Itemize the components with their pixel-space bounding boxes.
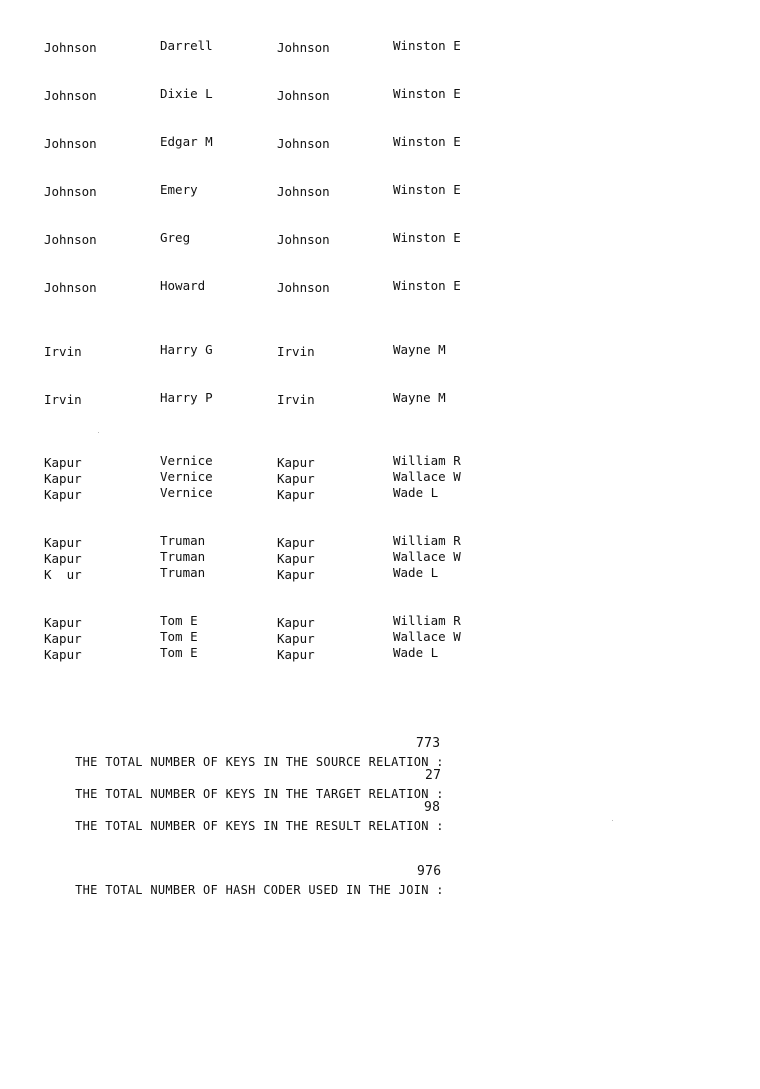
- match-surname-text: Irvin: [277, 344, 315, 359]
- given-name-text: Truman: [160, 549, 206, 564]
- match-given-name-text: Winston E: [393, 278, 461, 293]
- match-given-name-cell: [393, 647, 438, 663]
- match-surname-cell: [277, 392, 315, 408]
- match-given-name-cell: [393, 344, 446, 360]
- surname-cell: [44, 232, 97, 248]
- hash-coder-label: THE TOTAL NUMBER OF HASH CODER USED IN THE JOIN :: [75, 883, 444, 897]
- match-given-name-cell: [393, 136, 461, 152]
- result-keys-label: THE TOTAL NUMBER OF KEYS IN THE RESULT RELATION :: [75, 819, 444, 833]
- given-name-cell: [160, 136, 213, 152]
- given-name-text: Emery: [160, 182, 198, 197]
- match-given-name-text: Wade L: [393, 485, 439, 500]
- surname-cell: [44, 471, 82, 487]
- table-row: [0, 392, 760, 408]
- match-given-name-cell: [393, 40, 461, 56]
- match-surname-cell: [277, 631, 315, 647]
- match-surname-cell: [277, 487, 315, 503]
- given-name-cell: [160, 647, 198, 663]
- surname-cell: [44, 487, 82, 503]
- surname-text: K ur: [44, 567, 82, 582]
- match-given-name-text: Winston E: [393, 230, 461, 245]
- match-given-name-text: Wayne M: [393, 342, 446, 357]
- scan-speck: [612, 820, 613, 821]
- surname-text: Kapur: [44, 631, 82, 646]
- match-surname-cell: [277, 88, 330, 104]
- table-row: [0, 184, 760, 200]
- match-surname-text: Kapur: [277, 455, 315, 470]
- given-name-cell: [160, 184, 198, 200]
- surname-cell: [44, 551, 82, 567]
- source-keys-value: 773: [416, 736, 441, 751]
- match-surname-text: Johnson: [277, 136, 330, 151]
- surname-text: Johnson: [44, 232, 97, 247]
- given-name-text: Dixie L: [160, 86, 213, 101]
- surname-text: Kapur: [44, 551, 82, 566]
- match-surname-cell: [277, 344, 315, 360]
- given-name-cell: [160, 88, 213, 104]
- surname-text: Irvin: [44, 344, 82, 359]
- surname-cell: [44, 535, 82, 551]
- surname-cell: [44, 455, 82, 471]
- table-row: [0, 88, 760, 104]
- match-given-name-text: Winston E: [393, 134, 461, 149]
- match-given-name-text: Winston E: [393, 86, 461, 101]
- surname-text: Kapur: [44, 615, 82, 630]
- surname-text: Kapur: [44, 535, 82, 550]
- surname-cell: [44, 647, 82, 663]
- surname-cell: [44, 615, 82, 631]
- match-given-name-text: Wallace W: [393, 629, 461, 644]
- match-surname-text: Johnson: [277, 88, 330, 103]
- given-name-text: Howard: [160, 278, 206, 293]
- match-given-name-text: Wallace W: [393, 549, 461, 564]
- table-row: [0, 647, 760, 663]
- match-surname-cell: [277, 280, 330, 296]
- table-row: [0, 615, 760, 631]
- surname-text: Kapur: [44, 487, 82, 502]
- surname-cell: [44, 136, 97, 152]
- given-name-text: Edgar M: [160, 134, 213, 149]
- result-keys-line: [45, 802, 444, 866]
- match-surname-text: Johnson: [277, 232, 330, 247]
- match-surname-text: Kapur: [277, 631, 315, 646]
- hash-coder-line: [45, 866, 444, 930]
- match-surname-text: Kapur: [277, 615, 315, 630]
- surname-text: Kapur: [44, 471, 82, 486]
- given-name-cell: [160, 232, 190, 248]
- match-surname-text: Irvin: [277, 392, 315, 407]
- surname-text: Johnson: [44, 136, 97, 151]
- match-surname-text: Kapur: [277, 647, 315, 662]
- target-keys-value: 27: [425, 768, 442, 783]
- surname-cell: [44, 631, 82, 647]
- table-row: [0, 344, 760, 360]
- table-row: [0, 136, 760, 152]
- match-given-name-text: William R: [393, 453, 461, 468]
- table-row: [0, 535, 760, 551]
- match-given-name-text: Wallace W: [393, 469, 461, 484]
- surname-text: Irvin: [44, 392, 82, 407]
- table-row: [0, 455, 760, 471]
- surname-cell: [44, 344, 82, 360]
- match-surname-cell: [277, 647, 315, 663]
- given-name-text: Tom E: [160, 613, 198, 628]
- given-name-text: Tom E: [160, 645, 198, 660]
- table-row: [0, 551, 760, 567]
- match-surname-cell: [277, 184, 330, 200]
- given-name-text: Vernice: [160, 485, 213, 500]
- given-name-text: Greg: [160, 230, 191, 245]
- match-surname-cell: [277, 471, 315, 487]
- table-row: [0, 232, 760, 248]
- table-row: [0, 631, 760, 647]
- match-surname-cell: [277, 535, 315, 551]
- match-given-name-cell: [393, 392, 446, 408]
- scan-speck: [98, 432, 99, 433]
- match-given-name-cell: [393, 184, 461, 200]
- source-keys-label: THE TOTAL NUMBER OF KEYS IN THE SOURCE RELATION :: [75, 755, 444, 769]
- match-surname-text: Johnson: [277, 184, 330, 199]
- surname-cell: [44, 184, 97, 200]
- result-keys-value: 98: [424, 800, 441, 815]
- match-given-name-cell: [393, 280, 461, 296]
- match-surname-cell: [277, 232, 330, 248]
- surname-cell: [44, 567, 82, 583]
- match-given-name-text: Wade L: [393, 645, 439, 660]
- match-surname-cell: [277, 455, 315, 471]
- match-given-name-cell: [393, 567, 438, 583]
- match-surname-text: Kapur: [277, 487, 315, 502]
- match-given-name-text: Wayne M: [393, 390, 446, 405]
- surname-cell: [44, 392, 82, 408]
- given-name-cell: [160, 280, 205, 296]
- surname-cell: [44, 88, 97, 104]
- table-row: [0, 487, 760, 503]
- match-surname-text: Kapur: [277, 567, 315, 582]
- match-surname-text: Johnson: [277, 280, 330, 295]
- match-surname-cell: [277, 136, 330, 152]
- match-given-name-cell: [393, 88, 461, 104]
- match-surname-cell: [277, 615, 315, 631]
- given-name-text: Tom E: [160, 629, 198, 644]
- surname-text: Johnson: [44, 40, 97, 55]
- match-surname-text: Kapur: [277, 535, 315, 550]
- match-surname-cell: [277, 567, 315, 583]
- surname-text: Johnson: [44, 280, 97, 295]
- given-name-cell: [160, 344, 213, 360]
- surname-text: Kapur: [44, 647, 82, 662]
- table-row: [0, 280, 760, 296]
- given-name-text: Darrell: [160, 38, 213, 53]
- given-name-cell: [160, 40, 213, 56]
- match-given-name-cell: [393, 232, 461, 248]
- given-name-text: Harry P: [160, 390, 213, 405]
- match-given-name-text: William R: [393, 533, 461, 548]
- surname-text: Johnson: [44, 88, 97, 103]
- given-name-text: Truman: [160, 565, 206, 580]
- match-surname-cell: [277, 551, 315, 567]
- target-keys-label: THE TOTAL NUMBER OF KEYS IN THE TARGET RELATION :: [75, 787, 444, 801]
- match-surname-text: Johnson: [277, 40, 330, 55]
- match-given-name-text: Winston E: [393, 182, 461, 197]
- given-name-cell: [160, 487, 213, 503]
- table-row: [0, 40, 760, 56]
- match-surname-cell: [277, 40, 330, 56]
- hash-coder-value: 976: [417, 864, 442, 879]
- given-name-text: Vernice: [160, 453, 213, 468]
- given-name-text: Truman: [160, 533, 206, 548]
- match-given-name-text: Wade L: [393, 565, 439, 580]
- match-given-name-text: William R: [393, 613, 461, 628]
- given-name-cell: [160, 392, 213, 408]
- given-name-cell: [160, 567, 205, 583]
- surname-text: Johnson: [44, 184, 97, 199]
- match-given-name-cell: [393, 487, 438, 503]
- table-row: [0, 471, 760, 487]
- table-row: [0, 567, 760, 583]
- match-given-name-text: Winston E: [393, 38, 461, 53]
- surname-cell: [44, 280, 97, 296]
- surname-cell: [44, 40, 97, 56]
- given-name-text: Vernice: [160, 469, 213, 484]
- match-surname-text: Kapur: [277, 551, 315, 566]
- surname-text: Kapur: [44, 455, 82, 470]
- match-surname-text: Kapur: [277, 471, 315, 486]
- given-name-text: Harry G: [160, 342, 213, 357]
